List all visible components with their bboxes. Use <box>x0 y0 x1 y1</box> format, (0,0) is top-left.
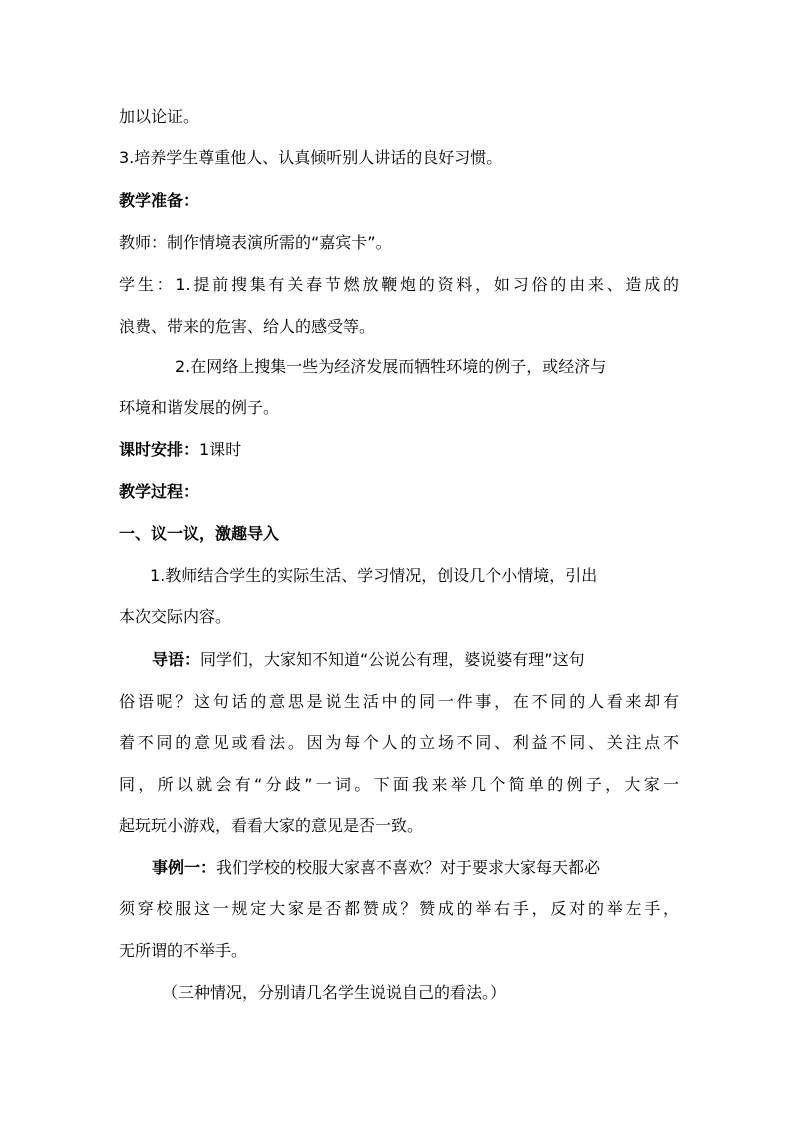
heading-text: 教学准备： <box>119 191 200 210</box>
example-1-line <box>152 858 679 878</box>
teacher-preparation <box>119 233 679 253</box>
paragraph-line <box>119 899 679 919</box>
text-line: 着不同的意见或看法。因为每个人的立场不同、利益不同、关注点不 <box>119 733 679 752</box>
text-line: 1.教师结合学生的实际生活、学习情况，创设几个小情境，引出 <box>150 566 598 585</box>
paragraph-line <box>119 607 679 627</box>
text-line: 浪费、带来的危害、给人的感受等。 <box>119 317 376 336</box>
paragraph-line <box>119 816 679 836</box>
text-line: 2.在网络上搜集一些为经济发展而牺牲环境的例子，或经济与 <box>175 357 607 376</box>
text-line: 3.培养学生尊重他人、认真倾听别人讲话的良好习惯。 <box>119 148 503 167</box>
text-line: 起玩玩小游戏，看看大家的意见是否一致。 <box>119 816 424 835</box>
text-line: 本次交际内容。 <box>119 607 232 626</box>
label-intro: 导语： <box>152 650 201 669</box>
heading-text: 课时安排： <box>119 440 200 459</box>
section-heading-1 <box>119 524 679 544</box>
objective-item-3 <box>119 148 679 168</box>
heading-text: 一、议一议，激趣导入 <box>119 524 280 543</box>
heading-teaching-preparation <box>119 191 679 211</box>
text-line: （三种情况，分别请几名学生说说自己的看法。） <box>162 983 507 1002</box>
label-teacher: 教师： <box>119 233 168 252</box>
paragraph-line <box>119 107 679 127</box>
student-preparation-line <box>119 275 679 295</box>
paragraph-line <box>119 317 679 337</box>
text-line: 我们学校的校服大家喜不喜欢？对于要求大家每天都必 <box>216 858 601 877</box>
paragraph-line <box>150 566 679 586</box>
text-line: 制作情境表演所需的“嘉宾卡”。 <box>167 233 392 252</box>
heading-teaching-process <box>119 482 679 502</box>
text-line: 同，所以就会有“分歧”一词。下面我来举几个简单的例子，大家一 <box>119 775 679 794</box>
text-line: 俗语呢？这句话的意思是说生活中的同一件事，在不同的人看来却有 <box>119 692 679 711</box>
paragraph-line <box>119 692 679 712</box>
paragraph-line <box>119 775 679 795</box>
text-line: 须穿校服这一规定大家是否都赞成？赞成的举右手，反对的举左手， <box>119 899 679 918</box>
paragraph-line <box>119 398 679 418</box>
paragraph-line <box>119 941 679 961</box>
text-line: 无所谓的不举手。 <box>119 941 248 960</box>
text-line: 环境和谐发展的例子。 <box>119 398 280 417</box>
student-preparation-item-2 <box>175 357 679 377</box>
label-example-1: 事例一： <box>152 858 217 877</box>
parenthetical-note <box>162 983 679 1003</box>
schedule-value: 1课时 <box>199 440 242 459</box>
heading-class-schedule <box>119 440 679 460</box>
heading-text: 教学过程： <box>119 482 200 501</box>
text-line: 加以论证。 <box>119 107 200 126</box>
paragraph-line <box>119 733 679 753</box>
text-line: 同学们，大家知不知道“公说公有理，婆说婆有理”这句 <box>200 650 585 669</box>
text-line: 1.提前搜集有关春节燃放鞭炮的资料，如习俗的由来、造成的 <box>175 275 679 294</box>
label-student: 学生： <box>119 275 176 294</box>
intro-speech-line <box>152 650 679 670</box>
